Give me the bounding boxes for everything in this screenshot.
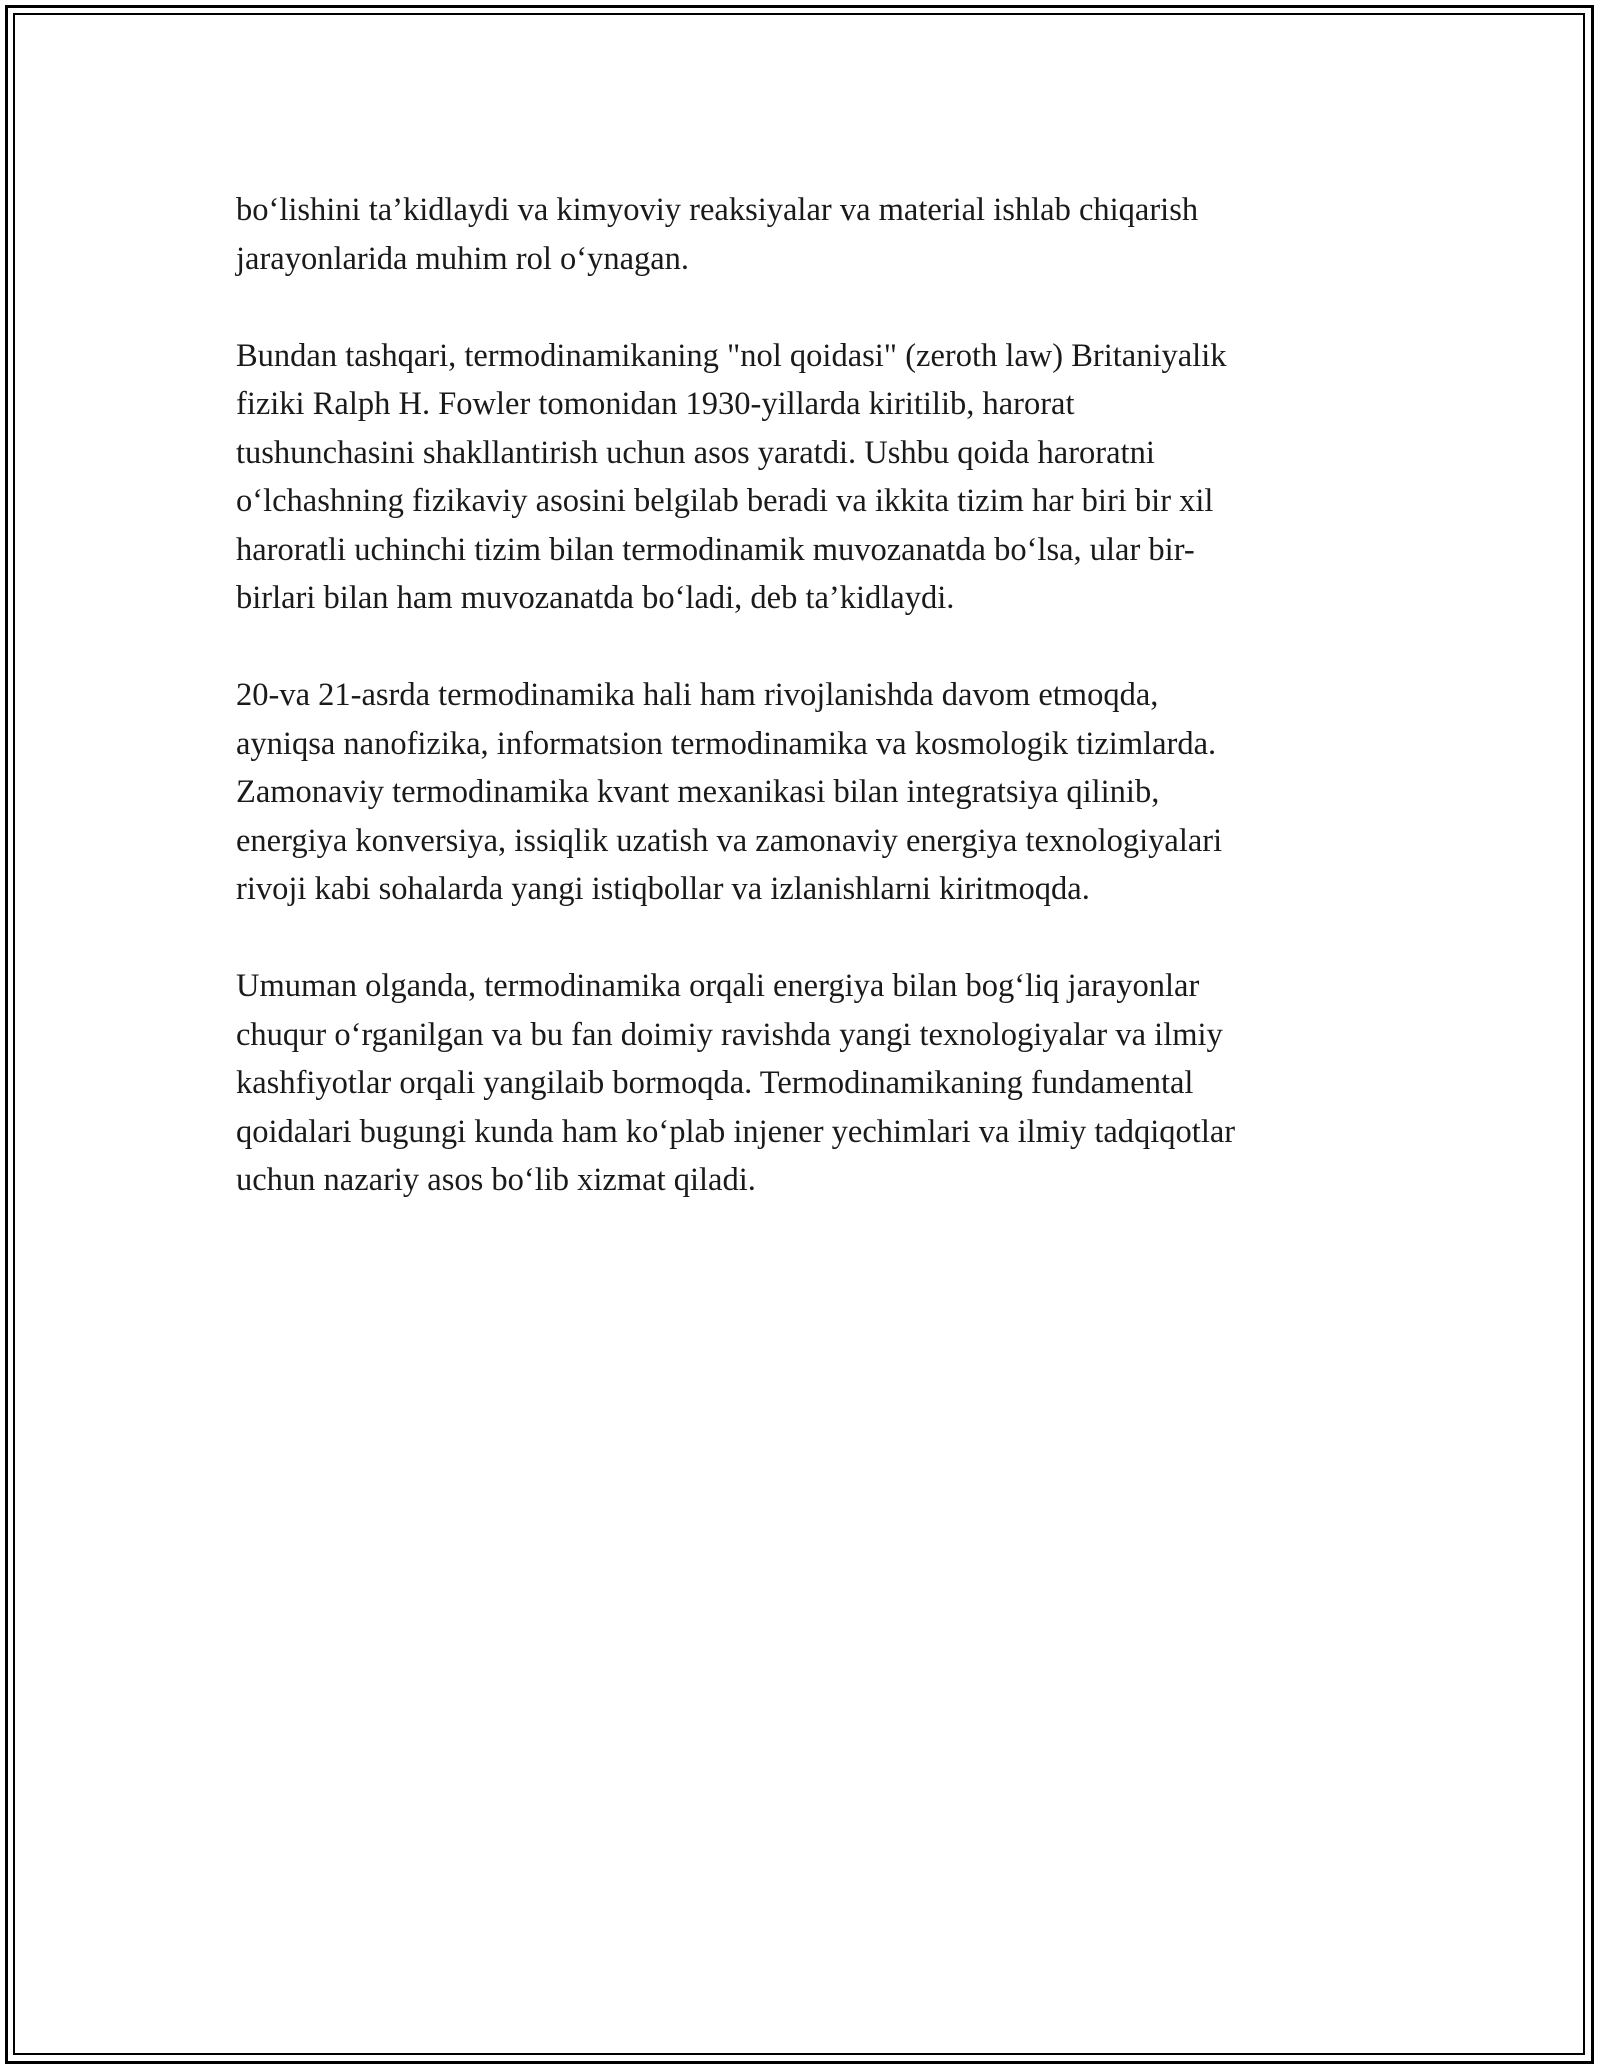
paragraph-3: 20-va 21-asrda termodinamika hali ham rivojlanishda davom etmoqda, ayniqsa nanofizika, informatsion termodinamika va kosmologik tizimlarda. Zamonaviy termodinamika kvant mexanikasi bilan integratsiya qilinib, energiya konversiya, issiqlik uzatish va zamonaviy energiya texnologiyalari rivoji kabi sohalarda yangi istiqbollar va izlanishlarni kiritmoqda. bbox=[236, 677, 1223, 907]
paragraph-2: Bundan tashqari, termodinamikaning "nol qoidasi" (zeroth law) Britaniyalik fiziki Ralph H. Fowler tomonidan 1930-yillarda kiritilib, harorat tushunchasini shakllantirish uchun asos yaratdi. Ushbu qoida haroratni o‘lchashning fizikaviy asosini belgilab beradi va ikkita tizim har biri bir xil haroratli uchinchi tizim bilan termodinamik muvozanatda bo‘lsa, ular bir- birlari bilan ham muvozanatda bo‘ladi, deb ta’kidlaydi. bbox=[236, 337, 1227, 616]
paragraph-1: bo‘lishini ta’kidlaydi va kimyoviy reaksiyalar va material ishlab chiqarish jarayonlarida muhim rol o‘ynagan. bbox=[236, 192, 1199, 277]
document-body bbox=[236, 186, 1376, 1253]
paragraph-4: Umuman olganda, termodinamika orqali energiya bilan bog‘liq jarayonlar chuqur o‘rganilgan va bu fan doimiy ravishda yangi texnologiyalar va ilmiy kashfiyotlar orqali yangilaib bormoqda. Termodinamikaning fundamental qoidalari bugungi kunda ham ko‘plab injener yechimlari va ilmiy tadqiqotlar uchun nazariy asos bo‘lib xizmat qiladi. bbox=[236, 968, 1236, 1198]
